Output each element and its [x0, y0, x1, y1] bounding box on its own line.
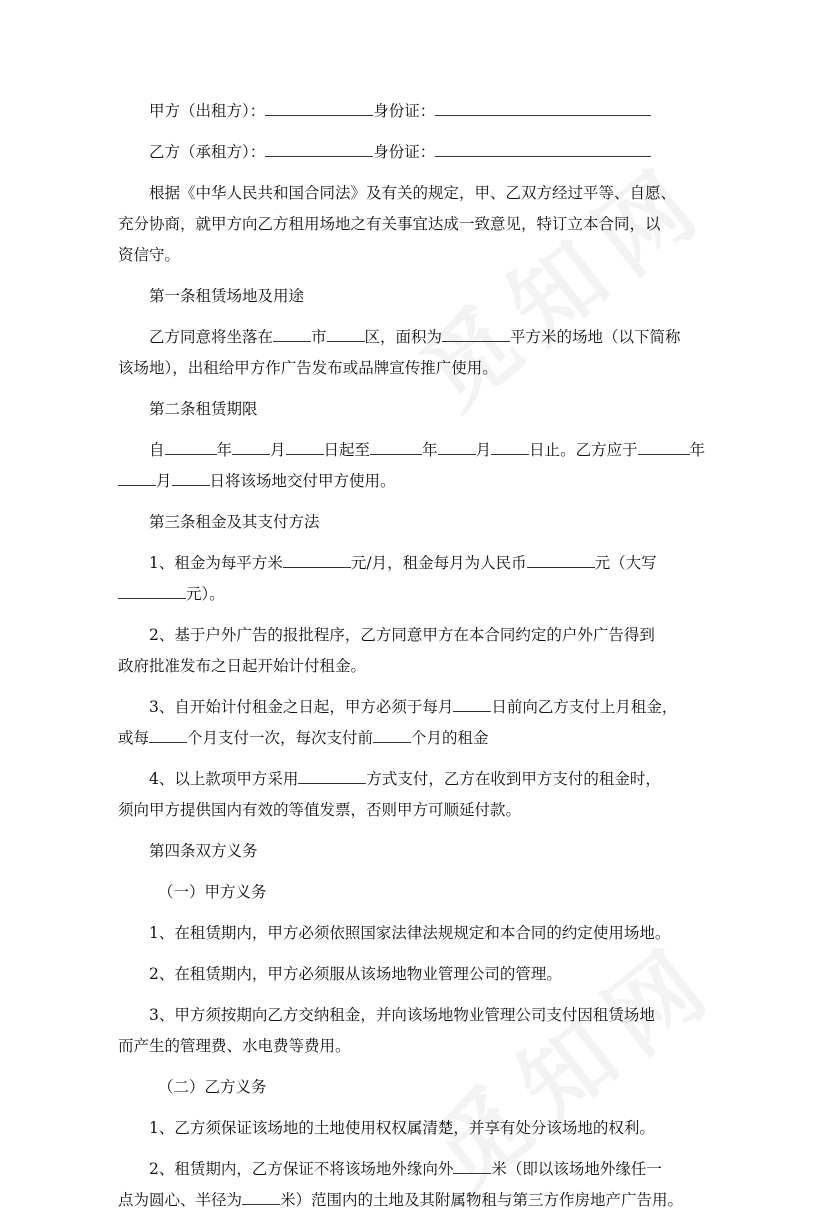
article-2-line-2 — [118, 466, 730, 497]
clause-1-text-a: 1、租金为每平方米 — [149, 554, 283, 572]
clause-1-text-b: 元/月，租金每月为人民币 — [350, 554, 527, 572]
rent-uppercase-blank — [118, 580, 186, 599]
exclusion-distance-blank — [453, 1155, 491, 1174]
radius-blank — [242, 1186, 280, 1205]
party-b-duty-1: 1、乙方须保证该场地的土地使用权权属清楚，并享有处分该场地的权利。 — [149, 1119, 655, 1137]
article-3-clause-1-line-2 — [118, 579, 730, 610]
party-b-id-label: 身份证： — [373, 143, 436, 161]
article-3-clause-3-line-2 — [118, 723, 730, 754]
article-2-body — [118, 435, 730, 497]
party-b-duty-2 — [118, 1154, 730, 1216]
article-3-clause-3-line-1 — [118, 692, 730, 723]
advance-months-blank — [373, 724, 411, 743]
clause-1-text-c: 元（大写 — [594, 554, 657, 572]
party-b-duties-heading: （二）乙方义务 — [158, 1078, 267, 1096]
monthly-rent-blank — [527, 549, 595, 568]
article-1-text-b: 市 — [311, 328, 327, 346]
party-b-duty-2-line-2 — [118, 1185, 730, 1216]
area-blank — [442, 323, 510, 342]
article-3-clause-4-line-2: 须向甲方提供国内有效的等值发票，否则甲方可顺延付款。 — [118, 801, 522, 819]
article-4-title: 第四条双方义务 — [149, 842, 258, 860]
article-1-text-a: 乙方同意将坐落在 — [149, 328, 274, 346]
duty-2-text-d: 米）范围内的土地及其附属物租与第三方作房地产广告用。 — [280, 1191, 684, 1209]
party-a-duty-1: 1、在租赁期内，甲方必须依照国家法律法规规定和本合同的约定使用场地。 — [149, 924, 671, 942]
clause-4-text-a: 4、以上款项甲方采用 — [149, 770, 299, 788]
duty-2-text-b: 米（即以该场地外缘任一 — [491, 1160, 662, 1178]
article-2-text-j: 日将该场地交付甲方使用。 — [209, 472, 396, 490]
party-a-duty-3-line-2: 而产生的管理费、水电费等费用。 — [118, 1037, 351, 1055]
clause-1-text-d: 元）。 — [186, 585, 225, 603]
party-a-duties-heading: （一）甲方义务 — [158, 883, 267, 901]
clause-3-text-a: 3、自开始计付租金之日起，甲方必须于每月 — [149, 698, 454, 716]
article-3-clause-2-line-1: 2、基于户外广告的报批程序，乙方同意甲方在本合同约定的户外广告得到 — [149, 626, 655, 644]
article-3-clause-2-line-2: 政府批准发布之日起开始计付租金。 — [118, 657, 367, 675]
party-a-line — [118, 96, 730, 127]
clause-3-text-d: 个月支付一次，每次支付前 — [187, 729, 374, 747]
article-2-text-c: 月 — [270, 441, 286, 459]
article-2-text-d: 日起至 — [323, 441, 371, 459]
preamble-line-3: 资信守。 — [118, 246, 181, 264]
article-3-clause-1-line-1 — [118, 548, 730, 579]
party-a-duty-3-line-1: 3、甲方须按期向乙方交纳租金，并向该场地物业管理公司支付因租赁场地 — [149, 1006, 655, 1024]
duty-2-text-a: 2、租赁期内，乙方保证不将该场地外缘向外 — [149, 1160, 454, 1178]
article-1-title: 第一条租赁场地及用途 — [149, 287, 305, 305]
article-3-clause-4-line-1 — [118, 764, 730, 795]
party-a-name-blank — [265, 97, 373, 116]
payment-method-blank — [298, 765, 366, 784]
article-3-clause-3 — [118, 692, 730, 754]
article-1-line-2: 该场地），出租给甲方作广告发布或品牌宣传推广使用。 — [118, 359, 498, 377]
party-a-duty-2: 2、在租赁期内，甲方必须服从该场地物业管理公司的管理。 — [149, 965, 562, 983]
article-2-text-e: 年 — [422, 441, 438, 459]
article-1-text-d: 平方米的场地（以下简称 — [510, 328, 681, 346]
party-b-duty-2-line-1 — [118, 1154, 730, 1185]
article-2-line-1 — [118, 435, 730, 466]
rent-per-sqm-blank — [283, 549, 351, 568]
payment-interval-blank — [149, 724, 187, 743]
article-2-text-h: 年 — [689, 441, 706, 459]
article-1-text-c: 区，面积为 — [364, 328, 443, 346]
party-a-id-label: 身份证： — [373, 102, 436, 120]
end-day-blank — [491, 436, 529, 455]
handover-day-blank — [172, 467, 210, 486]
handover-year-blank — [638, 436, 690, 455]
article-2-text-a: 自 — [149, 441, 165, 459]
duty-2-text-c: 点为圆心、半径为 — [118, 1191, 243, 1209]
article-2-text-i: 月 — [156, 472, 172, 490]
party-b-label: 乙方（承租方）： — [149, 143, 266, 161]
article-1-line-1 — [118, 322, 730, 353]
article-3-clause-2 — [118, 620, 730, 682]
clause-4-text-b: 方式支付，乙方在收到甲方支付的租金时， — [366, 770, 661, 788]
party-b-name-blank — [265, 138, 373, 157]
party-a-duty-3 — [118, 1000, 730, 1062]
city-blank — [273, 323, 311, 342]
party-a-label: 甲方（出租方）： — [149, 102, 266, 120]
clause-3-text-c: 或每 — [118, 729, 150, 747]
handover-month-blank — [118, 467, 156, 486]
article-3-clause-1 — [118, 548, 730, 610]
end-month-blank — [438, 436, 476, 455]
contract-body — [118, 96, 730, 1226]
article-3-clause-4 — [118, 764, 730, 826]
start-year-blank — [165, 436, 217, 455]
preamble-line-2: 充分协商，就甲方向乙方租用场地之有关事宜达成一致意见，特订立本合同，以 — [118, 215, 661, 233]
article-1-body — [118, 322, 730, 384]
party-b-id-blank — [435, 138, 651, 157]
party-b-line — [118, 137, 730, 168]
district-blank — [327, 323, 365, 342]
preamble-line-1: 根据《中华人民共和国合同法》及有关的规定，甲、乙双方经过平等、自愿、 — [149, 184, 677, 202]
payment-day-blank — [453, 693, 491, 712]
preamble — [118, 178, 730, 271]
start-day-blank — [286, 436, 324, 455]
article-2-text-b: 年 — [216, 441, 233, 459]
article-2-text-g: 日止。乙方应于 — [529, 441, 638, 459]
end-year-blank — [370, 436, 422, 455]
clause-3-text-e: 个月的租金 — [411, 729, 489, 747]
party-a-id-blank — [435, 97, 651, 116]
clause-3-text-b: 日前向乙方支付上月租金， — [491, 698, 678, 716]
article-2-title: 第二条租赁期限 — [149, 400, 258, 418]
start-month-blank — [232, 436, 270, 455]
article-2-text-f: 月 — [475, 441, 492, 459]
article-3-title: 第三条租金及其支付方法 — [149, 513, 320, 531]
